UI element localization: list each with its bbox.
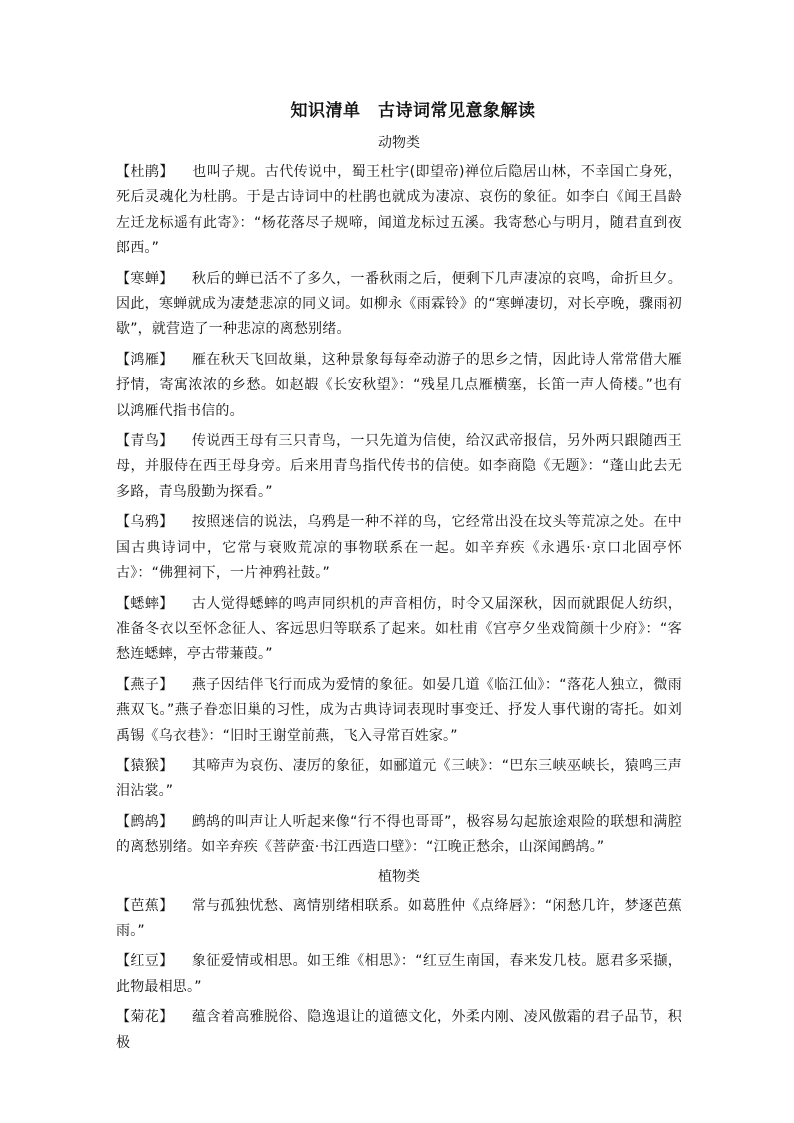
entry-term: 【杜鹃】 [116,164,174,180]
entry-hongdou [116,949,682,1000]
entry-term: 【菊花】 [116,1009,174,1026]
entry-xishuai [116,592,682,668]
entry-text: 其啼声为哀伤、凄厉的象征，如郦道元《三峡》：“巴东三峡巫峡长，猿鸣三声泪沾裳。” [116,757,682,800]
entry-term: 【红豆】 [116,953,174,970]
entry-text: 象征爱情或相思。如王维《相思》：“红豆生南国，春来发几枝。愿君多采撷，此物最相思。” [116,953,682,995]
entry-yuanhou [116,754,682,805]
entry-hongyan [116,348,682,424]
entry-text: 按照迷信的说法，乌鸦是一种不祥的鸟，它经常出没在坟头等荒凉之处。在中国古典诗词中，它常与衰败荒凉的事物联系在一起。如辛弃疾《永遇乐·京口北固亭怀古》：“佛狸祠下，一片神鸦社鼓。” [116,514,682,582]
entry-term: 【寒蝉】 [116,270,174,287]
entry-term: 【青鸟】 [116,433,174,450]
entry-term: 【乌鸦】 [116,514,174,531]
entry-dujuan [116,160,682,262]
entry-term: 【芭蕉】 [116,897,174,914]
entry-term: 【鸿雁】 [116,351,174,368]
entry-term: 【猿猴】 [116,757,174,774]
entry-text: 秋后的蝉已活不了多久，一番秋雨之后，便剩下几声凄凉的哀鸣，命折旦夕。因此，寒蝉就成为凄楚悲凉的同义词。如柳永《雨霖铃》的“寒蝉凄切，对长亭晚，骤雨初歇”，就营造了一种悲凉的离愁别绪。 [116,270,682,338]
entry-term: 【燕子】 [116,676,174,693]
entry-bajiao [116,894,682,945]
entry-text: 常与孤独忧愁、离情别绪相联系。如葛胜仲《点绛唇》：“闲愁几许，梦逐芭蕉雨。” [116,897,682,939]
entry-qingniao [116,429,682,505]
entry-wuya [116,510,682,586]
entry-term: 【蟋蟀】 [116,595,174,612]
entry-text: 蕴含着高雅脱俗、隐逸退让的道德文化，外柔内刚、凌风傲霜的君子品节，积极 [116,1009,682,1051]
document-title: 知识清单 古诗词常见意象解读 [290,101,536,121]
entry-zhegu [116,810,682,861]
section-animals [116,132,682,861]
section-heading: 植物类 [378,868,420,885]
section-heading: 动物类 [378,135,420,151]
section-plants [116,866,682,1056]
entry-text: 传说西王母有三只青鸟，一只先道为信使，给汉武帝报信，另外两只跟随西王母，并服侍在西王母身旁。后来用青鸟指代传书的信使。如李商隐《无题》：“蓬山此去无多路，青鸟殷勤为探看。” [116,433,682,500]
entry-juhua [116,1005,682,1056]
entry-text: 古人觉得蟋蟀的鸣声同织机的声音相仿，时令又届深秋，因而就跟促人纺织，准备冬衣以至怀念征人、客远思归等联系了起来。如杜甫《宫亭夕坐戏简颜十少府》：“客愁连蟋蟀，亭古带蒹葭。” [116,595,682,663]
entry-yanzi [116,673,682,749]
entry-text: 鹧鸪的叫声让人听起来像“行不得也哥哥”，极容易勾起旅途艰险的联想和满腔的离愁别绪。如辛弃疾《菩萨蛮·书江西造口壁》：“江晚正愁余，山深闻鹧鸪。” [116,813,682,856]
entry-text: 也叫子规。古代传说中，蜀王杜宇(即望帝)禅位后隐居山林，不幸国亡身死，死后灵魂化为杜鹃。于是古诗词中的杜鹃也就成为凄凉、哀伤的象征。如李白《闻王昌龄左迁龙标遥有此寄》：“杨花落尽子规啼，闻道龙标过五溪。我寄愁心与明月，随君直到夜郎西。” [116,164,683,257]
entry-hanchan [116,267,682,343]
entry-text: 燕子因结伴飞行而成为爱情的象征。如晏几道《临江仙》：“落花人独立，微雨燕双飞。”燕子眷恋旧巢的习性，成为古典诗词表现时事变迁、抒发人事代谢的寄托。如刘禹锡《乌衣巷》：“旧时王谢堂前燕，飞入寻常百姓家。” [116,676,682,744]
entry-term: 【鹧鸪】 [116,813,174,830]
entry-text: 雁在秋天飞回故巢，这种景象每每牵动游子的思乡之情，因此诗人常常借大雁抒情，寄寓浓浓的乡愁。如赵嘏《长安秋望》：“残星几点雁横塞，长笛一声人倚楼。”也有以鸿雁代指书信的。 [116,351,682,419]
